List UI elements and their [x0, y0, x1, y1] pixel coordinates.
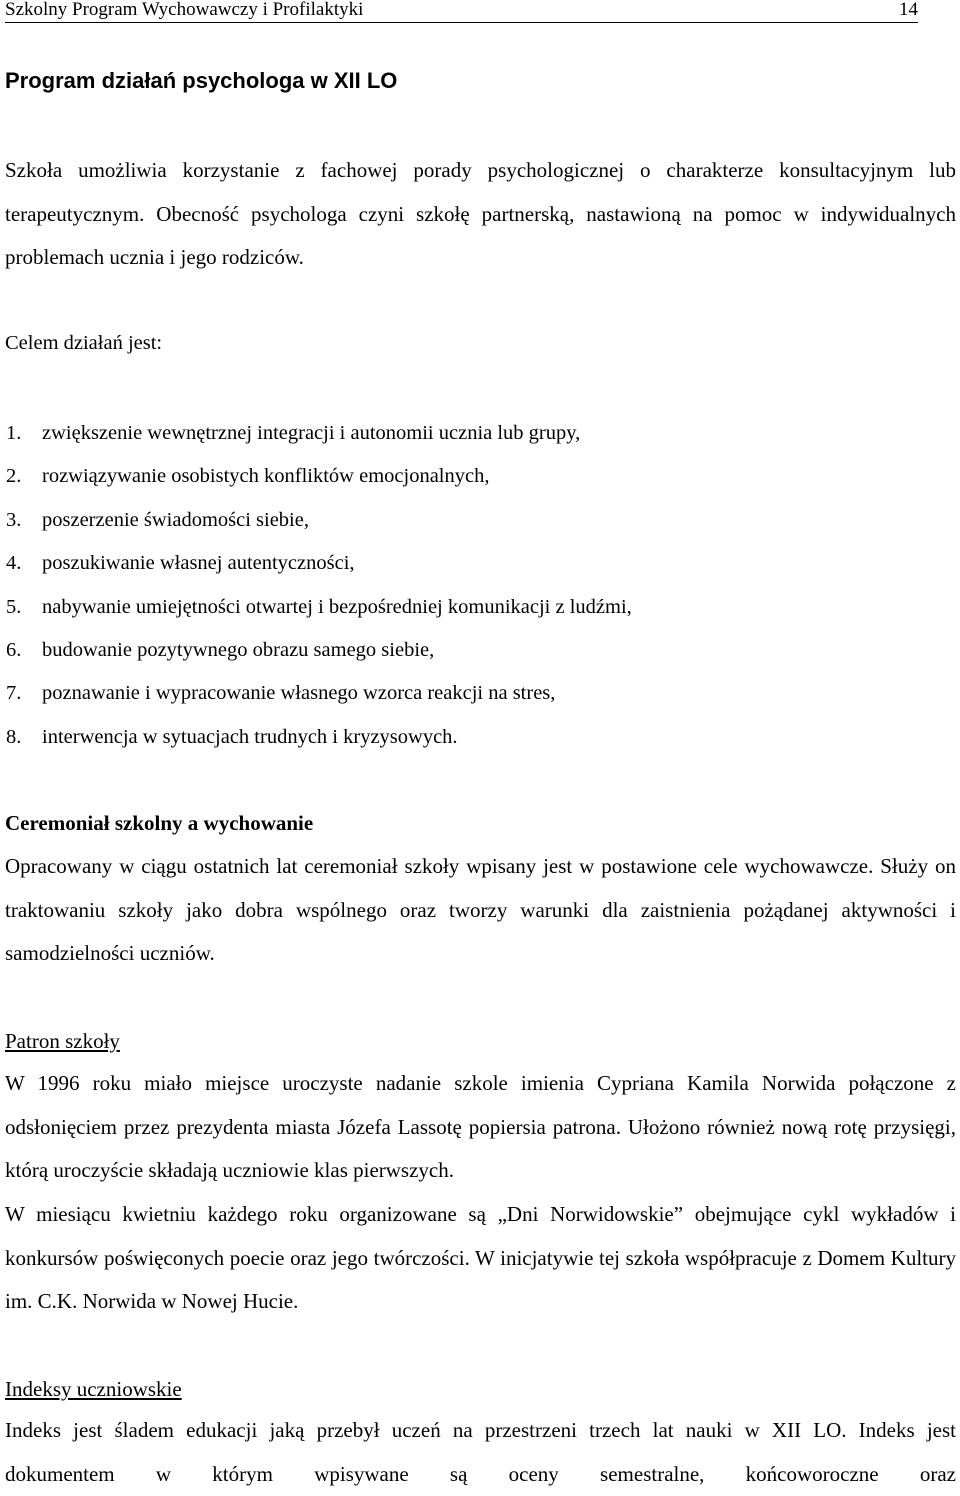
- section-heading-indexes: Indeksy uczniowskie: [5, 1377, 182, 1401]
- list-item: 3. poszerzenie świadomości siebie,: [6, 508, 309, 531]
- document-page: [5, 0, 956, 1492]
- goals-list: [5, 418, 632, 765]
- paragraph-patron-2: W miesiącu kwietniu każdego roku organizowane są „Dni Norwidowskie” obejmujące cykl wykładów i konkursów poświęconych poecie oraz jego twórczości. W inicjatywie tej szkoła współpracuje z Domem Kultury im. C.K. Norwida w Nowej Hucie.: [5, 1202, 956, 1313]
- section-heading-ceremonial: Ceremoniał szkolny a wychowanie: [5, 811, 314, 835]
- running-header: [5, 0, 918, 23]
- list-item: 4. poszukiwanie własnej autentyczności,: [6, 552, 355, 575]
- list-item: 5. nabywanie umiejętności otwartej i bezpośredniej komunikacji z ludźmi,: [6, 595, 632, 618]
- paragraph-indexes: Indeks jest śladem edukacji jaką przebył uczeń na przestrzeni trzech lat nauki w XII LO. Indeks jest dokumentem w którym wpisywane są oceny semestralne, końcoworoczne oraz: [5, 1418, 956, 1486]
- paragraph-ceremonial: Opracowany w ciągu ostatnich lat ceremoniał szkoły wpisany jest w postawione cele wychowawcze. Służy on traktowaniu szkoły jako dobra wspólnego oraz tworzy warunki dla zaistnienia pożądanej aktywności i samodzielności uczniów.: [5, 854, 956, 965]
- section-heading-patron: Patron szkoły: [5, 1029, 120, 1053]
- page-number: 14: [899, 0, 918, 20]
- list-item: 2. rozwiązywanie osobistych konfliktów emocjonalnych,: [6, 465, 490, 488]
- header-title: Szkolny Program Wychowawczy i Profilaktyki: [5, 0, 364, 20]
- list-item: 1. zwiększenie wewnętrznej integracji i autonomii ucznia lub grupy,: [6, 422, 581, 444]
- section-heading-psychologist: Program działań psychologa w XII LO: [5, 68, 398, 93]
- paragraph-patron-1: W 1996 roku miało miejsce uroczyste nadanie szkole imienia Cypriana Kamila Norwida połączone z odsłonięciem przez prezydenta miasta Józefa Lassotę popiersia patrona. Ułożono również nową rotę przysięgi, którą uroczyście składają uczniowie klas pierwszych.: [5, 1071, 956, 1182]
- goals-label: Celem działań jest:: [5, 332, 163, 354]
- list-item: 6. budowanie pozytywnego obrazu samego siebie,: [6, 638, 435, 661]
- list-item: 8. interwencja w sytuacjach trudnych i kryzysowych.: [6, 725, 458, 748]
- paragraph-psychologist-intro: Szkoła umożliwia korzystanie z fachowej porady psychologicznej o charakterze konsultacyjnym lub terapeutycznym. Obecność psychologa czyni szkołę partnerską, nastawioną na pomoc w indywidualnych problemach ucznia i jego rodziców.: [5, 158, 956, 269]
- list-item: 7. poznawanie i wypracowanie własnego wzorca reakcji na stres,: [6, 682, 556, 705]
